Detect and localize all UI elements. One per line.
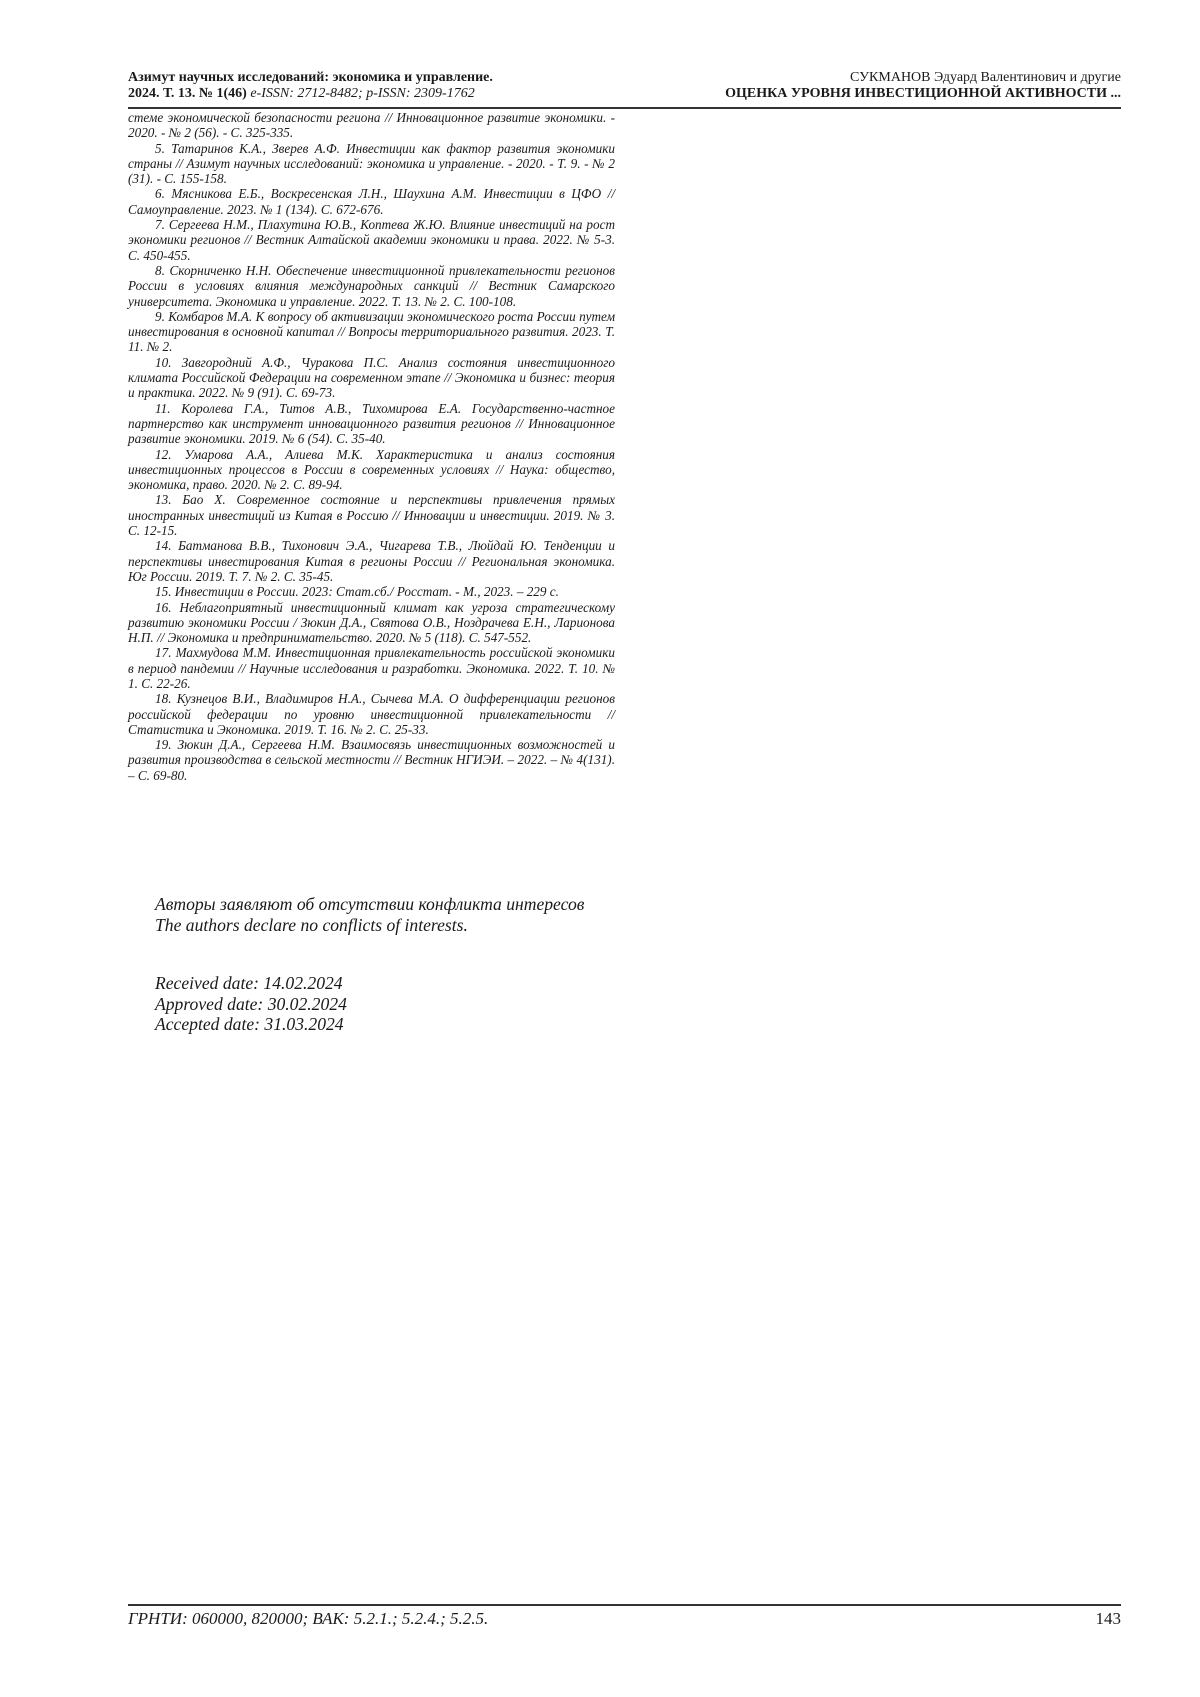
references-list	[128, 110, 615, 783]
reference-item: 10. Завгородний А.Ф., Чуракова П.С. Анализ состояния инвестиционного климата Российской Федерации на современном этапе // Экономика и бизнес: теория и практика. 2022. № 9 (91). С. 69-73.	[128, 354, 615, 401]
reference-item: 17. Махмудова М.М. Инвестиционная привлекательность российской экономики в период пандемии // Научные исследования и разработки. Экономика. 2022. Т. 10. № 1. С. 22-26.	[128, 645, 615, 691]
classification-codes: ГРНТИ: 060000, 820000; ВАК: 5.2.1.; 5.2.4.; 5.2.5.	[128, 1609, 489, 1628]
reference-continuation: стеме экономической безопасности региона // Инновационное развитие экономики. - 2020. - № 2 (56). - С. 325-335.	[128, 110, 615, 141]
reference-item: 16. Неблагоприятный инвестиционный климат как угроза стратегическому развитию экономики России / Зюкин Д.А., Святова О.В., Ноздрачева Е.Н., Ларионова Н.П. // Экономика и предпринимательство. 2020. № 5 (118). С. 547-552.	[128, 599, 615, 646]
received-date: Received date: 14.02.2024	[155, 973, 343, 993]
accepted-date: Accepted date: 31.03.2024	[155, 1014, 344, 1034]
reference-item: 12. Умарова А.А., Алиева М.К. Характеристика и анализ состояния инвестиционных процессов в России в современных условиях // Наука: общество, экономика, право. 2020. № 2. С. 89-94.	[128, 446, 615, 493]
reference-item: 8. Скорниченко Н.Н. Обеспечение инвестиционной привлекательности регионов России в условиях влияния международных санкций // Вестник Самарского университета. Экономика и управление. 2022. Т. 13. № 2. С. 100-108.	[128, 262, 615, 309]
article-dates	[155, 973, 347, 1035]
reference-item: 13. Бао Х. Современное состояние и перспективы привлечения прямых иностранных инвестиций из Китая в Россию // Инновации и инвестиции. 2019. № 3. С. 12-15.	[128, 492, 615, 539]
reference-item: 11. Королева Г.А., Титов А.В., Тихомирова Е.А. Государственно-частное партнерство как инструмент инновационного развития регионов // Инновационное развитие экономики. 2019. № 6 (54). С. 35-40.	[128, 400, 615, 447]
journal-title: Азимут научных исследований: экономика и управление.	[128, 70, 493, 85]
declaration-ru: Авторы заявляют об отсутствии конфликта интересов	[155, 894, 585, 914]
reference-item: 9. Комбаров М.А. К вопросу об активизации экономического роста России путем инвестирования в основной капитал // Вопросы территориального развития. 2023. Т. 11. № 2.	[128, 308, 615, 355]
reference-item: 15. Инвестиции в России. 2023: Стат.сб./ Росстат. - М., 2023. – 229 с.	[155, 584, 559, 600]
reference-item: 6. Мясникова Е.Б., Воскресенская Л.Н., Шаухина А.М. Инвестиции в ЦФО // Самоуправление. 2023. № 1 (134). С. 672-676.	[128, 186, 615, 217]
reference-item: 14. Батманова В.В., Тихонович Э.А., Чигарева Т.В., Люйдай Ю. Тенденции и перспективы инвестирования Китая в регионы России // Региональная экономика. Юг России. 2019. Т. 7. № 2. С. 35-45.	[128, 538, 615, 584]
declaration-en: The authors declare no conflicts of interests.	[155, 914, 468, 935]
reference-item: 7. Сергеева Н.М., Плахутина Ю.В., Коптева Ж.Ю. Влияние инвестиций на рост экономики регионов // Вестник Алтайской академии экономики и права. 2022. № 5-3. С. 450-455.	[128, 217, 615, 263]
article-title: ОЦЕНКА УРОВНЯ ИНВЕСТИЦИОННОЙ АКТИВНОСТИ ...	[725, 86, 1121, 101]
issue-number: 2024. Т. 13. № 1(46)	[128, 86, 247, 101]
footer-rule	[128, 1604, 1121, 1606]
page-number: 143	[1095, 1609, 1121, 1628]
reference-item: 19. Зюкин Д.А., Сергеева Н.М. Взаимосвязь инвестиционных возможностей и развития производства в сельской местности // Вестник НГИЭИ. – 2022. – № 4(131). – С. 69-80.	[128, 737, 615, 783]
author-names: Эдуард Валентинович и другие	[934, 70, 1121, 85]
issn: e-ISSN: 2712-8482; p-ISSN: 2309-1762	[250, 86, 475, 101]
header-rule	[128, 107, 1121, 109]
conflict-declaration	[128, 894, 615, 935]
author-surname: СУКМАНОВ	[849, 70, 931, 85]
author-line	[561, 70, 1121, 86]
approved-date: Approved date: 30.02.2024	[155, 993, 347, 1014]
reference-item: 5. Татаринов К.А., Зверев А.Ф. Инвестиции как фактор развития экономики страны // Азимут научных исследований: экономика и управление. - 2020. - Т. 9. - № 2 (31). - С. 155-158.	[128, 140, 615, 187]
running-header-right	[561, 70, 1121, 102]
reference-item: 18. Кузнецов В.И., Владимиров Н.А., Сычева М.А. О дифференциации регионов российской федерации по уровню инвестиционной привлекательности // Статистика и Экономика. 2019. Т. 16. № 2. С. 25-33.	[128, 691, 615, 737]
